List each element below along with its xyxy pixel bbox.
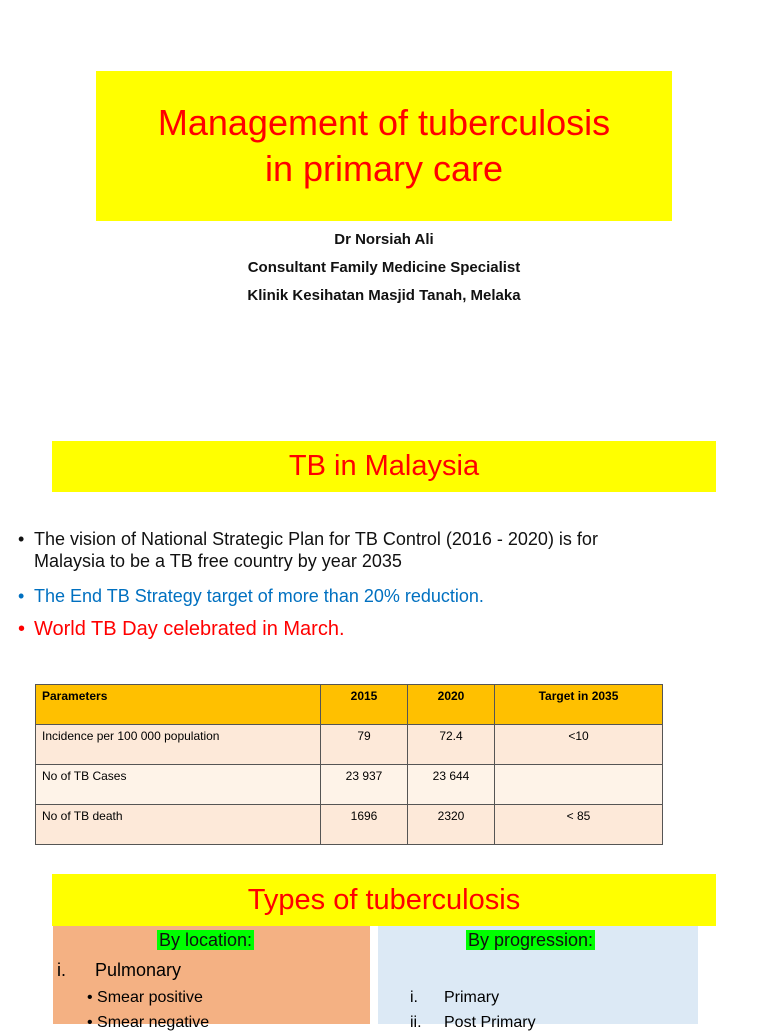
author-name: Dr Norsiah Ali [334,231,434,248]
list-number: ii. [410,1014,422,1031]
table-header-cell: Target in 2035 [495,685,663,725]
table-row [36,805,663,845]
table-cell: No of TB Cases [36,765,321,805]
table-cell: 79 [321,725,408,765]
table-cell: Incidence per 100 000 population [36,725,321,765]
bullet-dot: • [18,586,25,606]
list-number: i. [410,989,418,1006]
label-by-progression: By progression: [468,930,594,950]
panel-by-location [53,926,370,1031]
title-line-1: Management of tuberculosis [157,102,611,143]
tb-statistics-table [35,684,663,845]
table-row [36,765,663,805]
panel-by-progression [378,926,698,1031]
title-line-2: in primary care [264,148,504,189]
author-role: Consultant Family Medicine Specialist [247,259,521,276]
table-cell: 23 937 [321,765,408,805]
table-header-cell: Parameters [36,685,321,725]
bullet-dot: • [87,989,98,1006]
author-clinic: Klinik Kesihatan Masjid Tanah, Melaka [247,287,521,304]
location-item-pulmonary: Pulmonary [95,960,182,980]
table-cell: 1696 [321,805,408,845]
bullet-vision-line2: Malaysia to be a TB free country by year 2035 [34,551,402,571]
bullet-dot: • [18,618,26,640]
table-cell: 72.4 [408,725,495,765]
section-heading-tb-in-malaysia: TB in Malaysia [52,441,716,492]
bullet-vision-line1: The vision of National Strategic Plan for TB Control (2016 - 2020) is for [34,529,598,549]
bullet-dot: • [18,529,25,549]
table-cell: <10 [495,725,663,765]
table-header-cell: 2015 [321,685,408,725]
title-box [96,71,672,221]
table-cell: 2320 [408,805,495,845]
bullet-vision [18,528,738,572]
bullet-end-tb-text: The End TB Strategy target of more than 20% reduction. [34,586,484,606]
table-cell: No of TB death [36,805,321,845]
table-cell [495,765,663,805]
table-row [36,725,663,765]
list-number: i. [57,960,66,980]
bullet-world-tb-day-text: World TB Day celebrated in March. [34,618,345,640]
location-sub-smear-negative: Smear negative [97,1014,210,1031]
progression-item-primary: Primary [444,989,500,1006]
table-header-row [36,685,663,725]
label-by-location: By location: [159,930,253,950]
bullet-dot: • [87,1014,98,1031]
location-sub-smear-positive: Smear positive [97,989,203,1006]
table-cell: 23 644 [408,765,495,805]
bullet-world-tb-day [18,617,738,641]
table-header-cell: 2020 [408,685,495,725]
section-heading-types-of-tb: Types of tuberculosis [52,874,716,926]
table-cell: < 85 [495,805,663,845]
progression-item-post-primary: Post Primary [444,1014,536,1031]
bullet-end-tb [18,585,738,607]
